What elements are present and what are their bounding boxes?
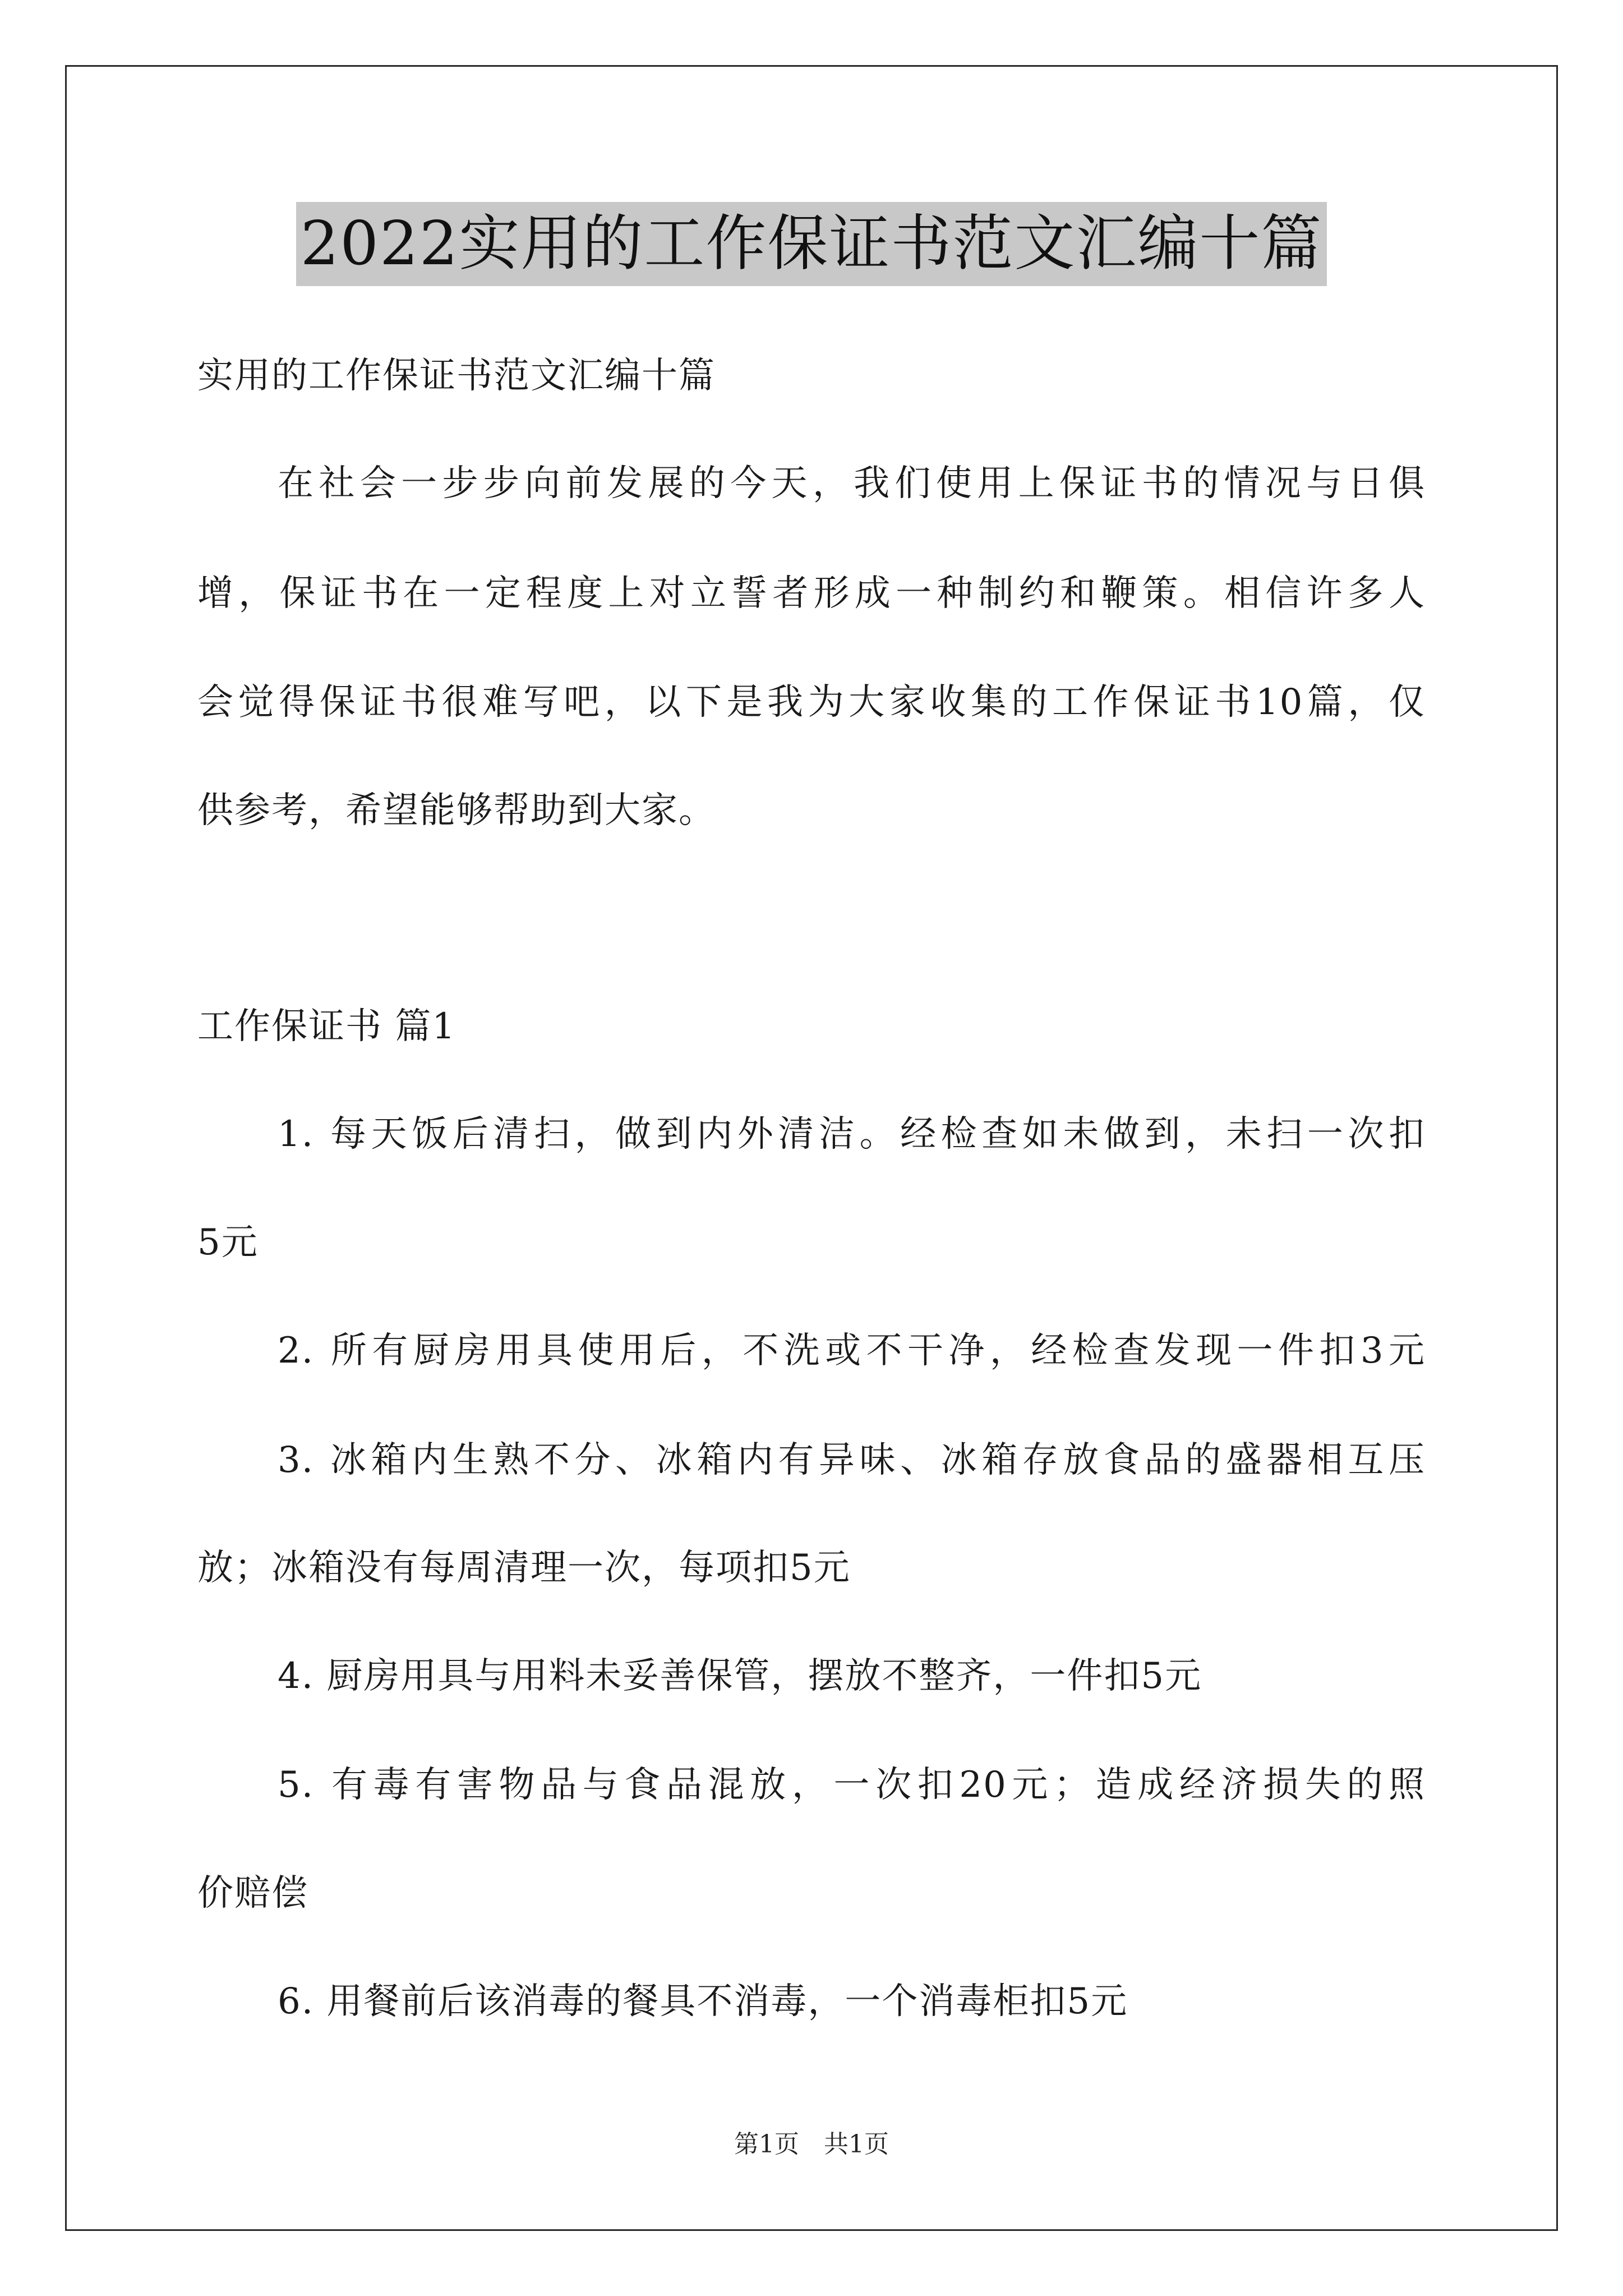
section-heading: 工作保证书 篇1 — [197, 1006, 457, 1047]
intro-line-2: 增，保证书在一定程度上对立誓者形成一种制约和鞭策。相信许多人 — [197, 573, 1426, 614]
list-item-1: 1. 每天饭后清扫，做到内外清洁。经检查如未做到，未扫一次扣 — [278, 1114, 1426, 1155]
list-item-3: 3. 冰箱内生熟不分、冰箱内有异味、冰箱存放食品的盛器相互压 — [278, 1439, 1426, 1481]
intro-line-4: 供参考，希望能够帮助到大家。 — [197, 790, 716, 831]
intro-line-3: 会觉得保证书很难写吧，以下是我为大家收集的工作保证书10篇，仅 — [197, 682, 1426, 723]
list-item-6: 6. 用餐前后该消毒的餐具不消毒，一个消毒柜扣5元 — [278, 1981, 1128, 2022]
list-item-1-cont: 5元 — [197, 1222, 259, 1263]
intro-line-1: 在社会一步步向前发展的今天，我们使用上保证书的情况与日俱 — [278, 463, 1426, 504]
list-item-5-cont: 价赔偿 — [197, 1872, 308, 1914]
document-title: 2022实用的工作保证书范文汇编十篇 — [296, 202, 1327, 286]
list-item-5: 5. 有毒有害物品与食品混放，一次扣20元；造成经济损失的照 — [278, 1764, 1426, 1806]
page-footer: 第1页 共1页 — [734, 2130, 889, 2159]
title-container — [0, 202, 1623, 286]
list-item-3-cont: 放；冰箱没有每周清理一次，每项扣5元 — [197, 1547, 851, 1589]
list-item-4: 4. 厨房用具与用料未妥善保管，摆放不整齐，一件扣5元 — [278, 1655, 1202, 1697]
list-item-2: 2. 所有厨房用具使用后，不洗或不干净，经检查发现一件扣3元 — [278, 1330, 1426, 1372]
document-subtitle: 实用的工作保证书范文汇编十篇 — [197, 355, 716, 397]
